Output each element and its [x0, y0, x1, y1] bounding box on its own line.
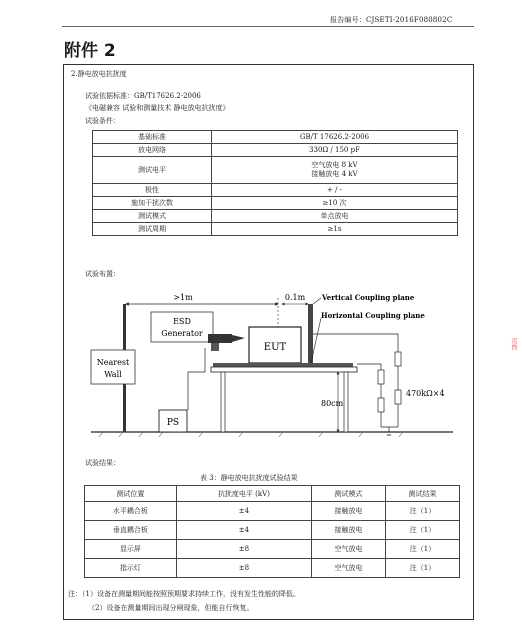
vertical-coupling-plane: [308, 304, 313, 364]
wall-label-1: Nearest: [96, 358, 130, 367]
hcp-label: Horizontal Coupling plane: [321, 311, 425, 320]
horizontal-coupling-plane: [213, 363, 353, 367]
results-table: [84, 485, 460, 578]
resistor: [395, 390, 401, 404]
cell: 注（1）: [386, 502, 460, 521]
dimension-1m-label: >1m: [173, 293, 193, 302]
appendix-title: 附件 2: [64, 41, 116, 61]
cell: 空气放电: [312, 540, 386, 559]
column-header: 测试模式: [312, 486, 386, 502]
report-number: 报告编号：CJSETI-2016F080802C: [330, 16, 453, 24]
table-row: [93, 184, 458, 197]
layout-label: 试验布置：: [85, 270, 120, 278]
cell: 测试电平: [93, 157, 212, 184]
cell: 基础标准: [93, 131, 212, 144]
resistor: [378, 370, 384, 384]
table-row: [85, 559, 460, 578]
cell: ±4: [176, 502, 311, 521]
test-basis-desc: 《电磁兼容 试验和测量技术 静电放电抗扰度》: [85, 104, 230, 112]
cell: 测试周期: [93, 223, 212, 236]
eut-label: EUT: [263, 342, 287, 353]
table-row: [85, 502, 460, 521]
header-divider: [62, 26, 474, 27]
cell: 注（1）: [386, 540, 460, 559]
note-2: （2）设备在测量期间出现分闸现象，但能自行恢复。: [88, 604, 254, 612]
test-table-top: [211, 367, 357, 372]
cell: 垂直耦合板: [85, 521, 177, 540]
level-contact: 接触放电 4 kV: [311, 170, 358, 178]
esd-gun-tip: [232, 335, 245, 342]
vcp-leader: [313, 298, 321, 304]
esd-gun: [208, 334, 232, 343]
conditions-label: 试验条件：: [85, 117, 120, 125]
cell: 测试模式: [93, 210, 212, 223]
column-header: 测试结果: [386, 486, 460, 502]
test-basis: 试验依据标准：GB/T17626.2-2006: [85, 92, 201, 100]
cell: [212, 157, 458, 184]
table-row: [85, 540, 460, 559]
table-row: [93, 157, 458, 184]
resistor-network: [313, 334, 398, 432]
resistor: [378, 398, 384, 412]
cell: GB/T 17626.2-2006: [212, 131, 458, 144]
conditions-table: [92, 130, 458, 236]
wall-label-2: Wall: [104, 370, 122, 379]
cell: ±4: [176, 521, 311, 540]
cell: 极性: [93, 184, 212, 197]
ps-label: PS: [166, 418, 180, 428]
vcp-label: Vertical Coupling plane: [322, 293, 415, 302]
cell: ±8: [176, 559, 311, 578]
cell: 施加干扰次数: [93, 197, 212, 210]
cell: 注（1）: [386, 559, 460, 578]
cell: 接触放电: [312, 521, 386, 540]
cell: 显示屏: [85, 540, 177, 559]
table-row: [93, 197, 458, 210]
table-row: [85, 521, 460, 540]
cell: ≥10 次: [212, 197, 458, 210]
table-header-row: [85, 486, 460, 502]
results-label: 试验结果：: [85, 459, 120, 467]
esd-gun-handle: [211, 343, 219, 351]
cell: 指示灯: [85, 559, 177, 578]
cell: 330Ω / 150 pF: [212, 144, 458, 157]
table-row: [93, 144, 458, 157]
table-row: [93, 223, 458, 236]
table-leg-right: [344, 372, 348, 432]
side-mark: 页热: [510, 338, 517, 350]
level-air: 空气放电 8 kV: [311, 161, 358, 169]
cell: 单点放电: [212, 210, 458, 223]
dimension-01m-label: 0.1m: [284, 293, 306, 302]
cell: 放电网络: [93, 144, 212, 157]
cell: + / -: [212, 184, 458, 197]
test-setup-diagram: [63, 282, 474, 442]
cell: ±8: [176, 540, 311, 559]
table-row: [93, 210, 458, 223]
ground-hatching: [99, 432, 403, 437]
cell: 注（1）: [386, 521, 460, 540]
esd-label-2: Generator: [161, 329, 203, 338]
column-header: 抗扰度电平 (kV): [176, 486, 311, 502]
cell: 水平耦合板: [85, 502, 177, 521]
resistor-label: 470kΩ×4: [406, 389, 445, 398]
resistor: [395, 352, 401, 366]
height-label: 80cm: [321, 399, 344, 408]
cell: ≥1s: [212, 223, 458, 236]
table-row: [93, 131, 458, 144]
cell: 空气放电: [312, 559, 386, 578]
section-title: 2.静电放电抗扰度: [71, 70, 127, 78]
results-caption: 表 3：静电放电抗扰度试验结果: [200, 474, 298, 482]
table-leg-left: [221, 372, 225, 432]
esd-label-1: ESD: [173, 317, 191, 326]
note-1: 注：（1）设备在测量期间能按照预期要求持续工作，没有发生性能的降低。: [68, 590, 300, 598]
cell: 接触放电: [312, 502, 386, 521]
column-header: 测试位置: [85, 486, 177, 502]
ps-cable: [188, 348, 205, 410]
